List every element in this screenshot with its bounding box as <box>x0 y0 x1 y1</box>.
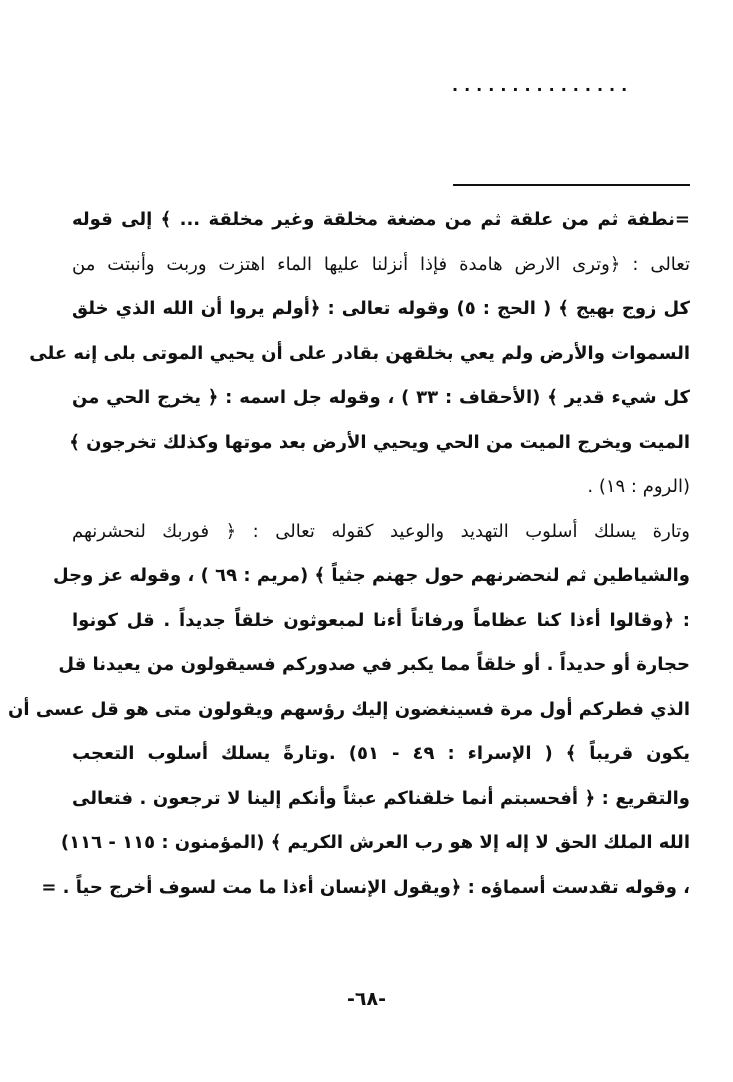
text-line-11: حجارة أو حديداً . أو خلقاً مما يكبر في صدوركم فسيقولون من يعيدنا قل <box>58 654 690 675</box>
text-line-3: كل زوج بهيج ﴾ ( الحج : ٥) وقوله تعالى : ﴿أولم يروا أن الله الذي خلق <box>72 298 691 319</box>
text-line-10: : ﴿وقالوا أءذا كنا عظاماً ورفاتاً أءنا لمبعوثون خلقاً جديداً . قل كونوا <box>72 609 690 631</box>
text-line-5: كل شيء قدير ﴾ (الأحقاف : ٣٣ ) ، وقوله جل اسمه : ﴿ يخرج الحي من <box>72 387 690 408</box>
text-line-9: والشياطين ثم لنحضرنهم حول جهنم جثياً ﴾ (مريم : ٦٩ ) ، وقوله عز وجل <box>53 565 690 586</box>
text-line-12: الذي فطركم أول مرة فسينغضون إليك رؤسهم ويقولون متى هو قل عسى أن <box>8 698 690 720</box>
text-line-2: تعالى : ﴿وترى الارض هامدة فإذا أنزلنا عليها الماء اهتزت وربت وأنبتت من <box>72 253 690 275</box>
text-line-15: الله الملك الحق لا إله إلا هو رب العرش الكريم ﴾ (المؤمنون : ١١٥ - ١١٦) <box>60 832 690 853</box>
text-line-13: يكون قريباً ﴾ ( الإسراء : ٤٩ - ٥١) .وتارةً يسلك أسلوب التعجب <box>72 743 690 764</box>
text-line-16: ، وقوله تقدست أسماؤه : ﴿ويقول الإنسان أءذا ما مت لسوف أخرج حياً . = <box>41 876 690 898</box>
body-text <box>8 198 691 910</box>
footnote-separator-rule <box>453 184 690 186</box>
text-line-7: (الروم : ١٩) . <box>587 476 690 497</box>
text-line-6: الميت ويخرج الميت من الحي ويحيي الأرض بعد موتها وكذلك تخرجون ﴾ <box>69 431 690 453</box>
text-line-4: السموات والأرض ولم يعي بخلقهن بقادر على أن يحيي الموتى بلى إنه على <box>29 342 690 364</box>
text-line-14: والتقريع : ﴿ أفحسبتم أنما خلقناكم عبثاً وأنكم إلينا لا ترجعون . فتعالى <box>72 787 690 809</box>
text-line-8: وتارة يسلك أسلوب التهديد والوعيد كقوله تعالى : ﴿ فوربك لنحشرنهم <box>72 520 690 542</box>
page-number: -٦٨- <box>347 988 386 1010</box>
header-dots: ............... <box>452 76 634 95</box>
text-line-1: =نطفة ثم من علقة ثم من مضغة مخلقة وغير مخلقة ... ﴾ إلى قوله <box>72 209 690 230</box>
